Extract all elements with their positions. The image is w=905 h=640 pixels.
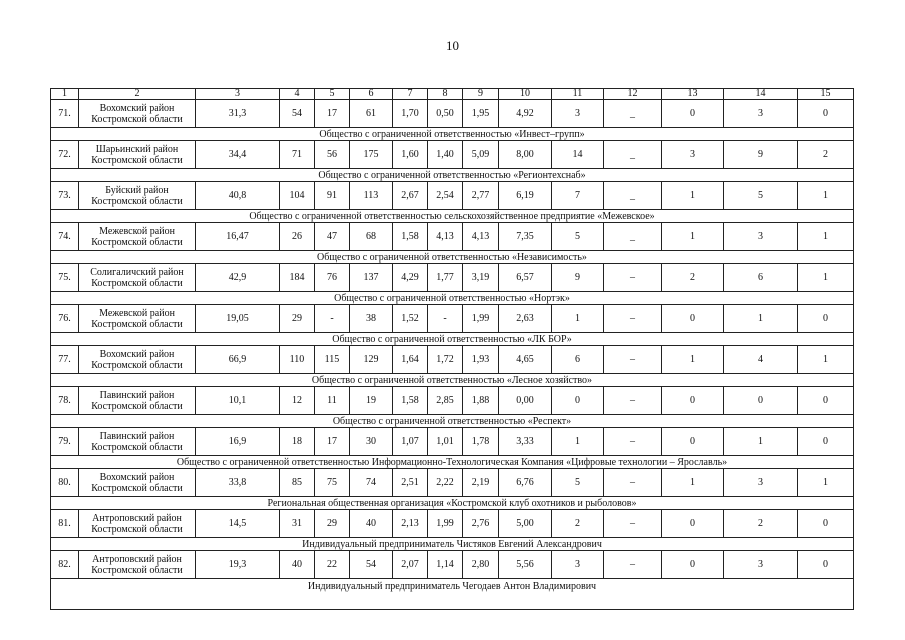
organization-name: Общество с ограниченной ответственностью «ЛК БОР»	[51, 333, 854, 346]
value-cell: 1	[724, 305, 798, 333]
value-cell: 12	[280, 387, 315, 415]
value-cell: 4,65	[499, 346, 552, 374]
district-line: Межевской район	[99, 225, 175, 237]
column-header: 13	[662, 89, 724, 100]
organization-name: Индивидуальный предприниматель Чистяков Евгений Александрович	[51, 538, 854, 551]
value-cell: 3,33	[499, 428, 552, 456]
value-cell: 1,07	[393, 428, 428, 456]
district-cell	[79, 182, 196, 210]
district-line: Костромской области	[91, 523, 183, 535]
value-cell: 42,9	[196, 264, 280, 292]
value-cell: 2	[724, 510, 798, 538]
column-header: 15	[798, 89, 854, 100]
organization-name: Общество с ограниченной ответственностью Информационно-Технологическая Компания «Цифровые технологии – Ярославль»	[51, 456, 854, 469]
value-cell: 0	[662, 428, 724, 456]
value-cell: 0	[662, 551, 724, 579]
value-cell: 40	[350, 510, 393, 538]
organization-name: Общество с ограниченной ответственностью «Лесное хозяйство»	[51, 374, 854, 387]
value-cell: 1,77	[428, 264, 463, 292]
value-cell: 14,5	[196, 510, 280, 538]
value-cell: 0	[798, 305, 854, 333]
value-cell: 0	[662, 305, 724, 333]
value-cell: 19,3	[196, 551, 280, 579]
column-header: 10	[499, 89, 552, 100]
row-number: 77.	[51, 346, 79, 374]
value-cell: 75	[315, 469, 350, 497]
value-cell: 1,93	[463, 346, 499, 374]
value-cell: 3	[552, 551, 604, 579]
value-cell: 5	[552, 469, 604, 497]
table-row	[51, 100, 854, 128]
district-line: Межевской район	[99, 307, 175, 319]
value-cell: 74	[350, 469, 393, 497]
value-cell: 91	[315, 182, 350, 210]
organization-row	[51, 210, 854, 223]
value-cell: 34,4	[196, 141, 280, 169]
value-cell: 4,13	[428, 223, 463, 251]
value-cell: 1	[552, 428, 604, 456]
value-cell: _	[604, 182, 662, 210]
value-cell: 110	[280, 346, 315, 374]
value-cell: 30	[350, 428, 393, 456]
value-cell: 2	[798, 141, 854, 169]
table-row	[51, 469, 854, 497]
district-cell	[79, 469, 196, 497]
value-cell: –	[604, 469, 662, 497]
value-cell: 1	[552, 305, 604, 333]
value-cell: 18	[280, 428, 315, 456]
column-header: 9	[463, 89, 499, 100]
value-cell: 29	[315, 510, 350, 538]
column-header: 1	[51, 89, 79, 100]
district-line: Костромской области	[91, 277, 183, 289]
value-cell: 1	[798, 469, 854, 497]
value-cell: 2,80	[463, 551, 499, 579]
value-cell: 113	[350, 182, 393, 210]
value-cell: 5	[552, 223, 604, 251]
district-line: Антроповский район	[92, 512, 182, 524]
table-row	[51, 223, 854, 251]
district-line: Костромской области	[91, 113, 183, 125]
value-cell: 38	[350, 305, 393, 333]
value-cell: 9	[724, 141, 798, 169]
value-cell: 16,9	[196, 428, 280, 456]
organization-name: Региональная общественная организация «Костромской клуб охотников и рыболовов»	[51, 497, 854, 510]
value-cell: 1,14	[428, 551, 463, 579]
value-cell: –	[604, 428, 662, 456]
value-cell: 0	[798, 428, 854, 456]
value-cell: 1,58	[393, 387, 428, 415]
district-line: Вохомский район	[99, 348, 175, 360]
value-cell: 2,67	[393, 182, 428, 210]
table-row	[51, 510, 854, 538]
district-line: Костромской области	[91, 318, 183, 330]
district-cell	[79, 387, 196, 415]
value-cell: –	[604, 264, 662, 292]
value-cell: 17	[315, 100, 350, 128]
value-cell: –	[604, 387, 662, 415]
district-line: Костромской области	[91, 400, 183, 412]
value-cell: 0	[724, 387, 798, 415]
value-cell: 10,1	[196, 387, 280, 415]
organization-row	[51, 415, 854, 428]
column-header: 8	[428, 89, 463, 100]
value-cell: 184	[280, 264, 315, 292]
value-cell: 47	[315, 223, 350, 251]
value-cell: 76	[315, 264, 350, 292]
row-number: 76.	[51, 305, 79, 333]
table-row	[51, 428, 854, 456]
value-cell: 1,99	[428, 510, 463, 538]
organization-name: Общество с ограниченной ответственностью «Инвест–групп»	[51, 128, 854, 141]
page-number: 10	[446, 38, 459, 53]
district-line: Антроповский район	[92, 553, 182, 565]
value-cell: _	[604, 141, 662, 169]
value-cell: 14	[552, 141, 604, 169]
value-cell: 2,13	[393, 510, 428, 538]
value-cell: 1	[798, 346, 854, 374]
value-cell: –	[604, 346, 662, 374]
value-cell: 31,3	[196, 100, 280, 128]
value-cell: 40,8	[196, 182, 280, 210]
column-header: 4	[280, 89, 315, 100]
value-cell: 3	[724, 469, 798, 497]
value-cell: -	[428, 305, 463, 333]
value-cell: 2,19	[463, 469, 499, 497]
value-cell: 54	[350, 551, 393, 579]
value-cell: _	[604, 223, 662, 251]
value-cell: 1,95	[463, 100, 499, 128]
value-cell: 17	[315, 428, 350, 456]
value-cell: 11	[315, 387, 350, 415]
value-cell: 5,56	[499, 551, 552, 579]
value-cell: 0	[798, 551, 854, 579]
organization-name: Общество с ограниченной ответственностью сельскохозяйственное предприятие «Межевское»	[51, 210, 854, 223]
value-cell: 1,78	[463, 428, 499, 456]
value-cell: 2,51	[393, 469, 428, 497]
value-cell: 4,13	[463, 223, 499, 251]
value-cell: 175	[350, 141, 393, 169]
value-cell: 1	[724, 428, 798, 456]
value-cell: 1	[798, 182, 854, 210]
column-header: 12	[604, 89, 662, 100]
value-cell: 7	[552, 182, 604, 210]
district-line: Костромской области	[91, 359, 183, 371]
row-number: 82.	[51, 551, 79, 579]
value-cell: 4	[724, 346, 798, 374]
district-cell	[79, 551, 196, 579]
value-cell: 3	[724, 551, 798, 579]
value-cell: 1,99	[463, 305, 499, 333]
value-cell: 68	[350, 223, 393, 251]
column-header: 5	[315, 89, 350, 100]
organization-row	[51, 579, 854, 610]
value-cell: 56	[315, 141, 350, 169]
table-row	[51, 182, 854, 210]
value-cell: 6,76	[499, 469, 552, 497]
table-row	[51, 264, 854, 292]
row-number: 81.	[51, 510, 79, 538]
value-cell: 1,70	[393, 100, 428, 128]
row-number: 71.	[51, 100, 79, 128]
value-cell: 3	[662, 141, 724, 169]
organization-row	[51, 169, 854, 182]
value-cell: 1	[662, 223, 724, 251]
organization-name: Общество с ограниченной ответственностью «Респект»	[51, 415, 854, 428]
organization-name: Общество с ограниченной ответственностью «Нортэк»	[51, 292, 854, 305]
value-cell: 3,19	[463, 264, 499, 292]
value-cell: –	[604, 510, 662, 538]
organization-row	[51, 374, 854, 387]
value-cell: 2,22	[428, 469, 463, 497]
value-cell: 19,05	[196, 305, 280, 333]
value-cell: 22	[315, 551, 350, 579]
value-cell: 0	[798, 510, 854, 538]
district-line: Солигаличский район	[90, 266, 184, 278]
district-line: Павинский район	[99, 430, 175, 442]
district-line: Костромской области	[91, 564, 183, 576]
district-cell	[79, 428, 196, 456]
value-cell: 137	[350, 264, 393, 292]
value-cell: 5	[724, 182, 798, 210]
value-cell: 7,35	[499, 223, 552, 251]
district-cell	[79, 510, 196, 538]
district-line: Костромской области	[91, 482, 183, 494]
district-cell	[79, 100, 196, 128]
row-number: 73.	[51, 182, 79, 210]
value-cell: 1	[662, 182, 724, 210]
value-cell: 0	[662, 100, 724, 128]
column-header: 11	[552, 89, 604, 100]
district-line: Костромской области	[91, 441, 183, 453]
column-header: 6	[350, 89, 393, 100]
value-cell: 5,09	[463, 141, 499, 169]
table-row	[51, 346, 854, 374]
value-cell: 1	[798, 264, 854, 292]
value-cell: 1,72	[428, 346, 463, 374]
value-cell: 0	[662, 387, 724, 415]
value-cell: 4,92	[499, 100, 552, 128]
district-cell	[79, 141, 196, 169]
value-cell: 5,00	[499, 510, 552, 538]
organization-row	[51, 497, 854, 510]
value-cell: 1,58	[393, 223, 428, 251]
organization-name: Индивидуальный предприниматель Чегодаев Антон Владимирович	[51, 579, 854, 610]
value-cell: 2,76	[463, 510, 499, 538]
value-cell: 3	[724, 100, 798, 128]
value-cell: 6,57	[499, 264, 552, 292]
district-cell	[79, 346, 196, 374]
value-cell: 104	[280, 182, 315, 210]
value-cell: 129	[350, 346, 393, 374]
value-cell: 2,77	[463, 182, 499, 210]
district-line: Павинский район	[99, 389, 175, 401]
value-cell: 1,88	[463, 387, 499, 415]
value-cell: 8,00	[499, 141, 552, 169]
value-cell: 66,9	[196, 346, 280, 374]
value-cell: 0	[552, 387, 604, 415]
value-cell: 4,29	[393, 264, 428, 292]
value-cell: 71	[280, 141, 315, 169]
organization-row	[51, 456, 854, 469]
value-cell: 0	[798, 387, 854, 415]
organization-row	[51, 292, 854, 305]
value-cell: 2,07	[393, 551, 428, 579]
organization-row	[51, 333, 854, 346]
value-cell: 85	[280, 469, 315, 497]
value-cell: 61	[350, 100, 393, 128]
organization-row	[51, 251, 854, 264]
value-cell: _	[604, 100, 662, 128]
district-line: Буйский район	[105, 184, 169, 196]
row-number: 78.	[51, 387, 79, 415]
row-number: 79.	[51, 428, 79, 456]
organization-name: Общество с ограниченной ответственностью «Независимость»	[51, 251, 854, 264]
value-cell: 0,50	[428, 100, 463, 128]
district-line: Костромской области	[91, 236, 183, 248]
value-cell: 31	[280, 510, 315, 538]
district-cell	[79, 223, 196, 251]
value-cell: 0	[662, 510, 724, 538]
column-header: 14	[724, 89, 798, 100]
value-cell: 19	[350, 387, 393, 415]
value-cell: 3	[724, 223, 798, 251]
value-cell: –	[604, 551, 662, 579]
column-header: 2	[79, 89, 196, 100]
table-row	[51, 551, 854, 579]
value-cell: 115	[315, 346, 350, 374]
table-row	[51, 387, 854, 415]
district-line: Костромской области	[91, 154, 183, 166]
district-cell	[79, 264, 196, 292]
column-header: 7	[393, 89, 428, 100]
table-row	[51, 141, 854, 169]
column-header: 3	[196, 89, 280, 100]
organization-name: Общество с ограниченной ответственностью «Регионтехснаб»	[51, 169, 854, 182]
district-line: Вохомский район	[99, 102, 175, 114]
value-cell: 9	[552, 264, 604, 292]
value-cell: 1	[662, 469, 724, 497]
value-cell: 2	[552, 510, 604, 538]
value-cell: 2,85	[428, 387, 463, 415]
value-cell: 40	[280, 551, 315, 579]
row-number: 80.	[51, 469, 79, 497]
value-cell: –	[604, 305, 662, 333]
value-cell: 1,01	[428, 428, 463, 456]
district-line: Вохомский район	[99, 471, 175, 483]
district-line: Костромской области	[91, 195, 183, 207]
value-cell: 2,63	[499, 305, 552, 333]
value-cell: 54	[280, 100, 315, 128]
organization-row	[51, 128, 854, 141]
value-cell: 1,52	[393, 305, 428, 333]
value-cell: 2,54	[428, 182, 463, 210]
district-line: Шарьинский район	[95, 143, 179, 155]
value-cell: 1,40	[428, 141, 463, 169]
value-cell: 2	[662, 264, 724, 292]
value-cell: 26	[280, 223, 315, 251]
value-cell: 1,64	[393, 346, 428, 374]
value-cell: -	[315, 305, 350, 333]
value-cell: 33,8	[196, 469, 280, 497]
row-number: 72.	[51, 141, 79, 169]
row-number: 75.	[51, 264, 79, 292]
value-cell: 1	[662, 346, 724, 374]
value-cell: 0,00	[499, 387, 552, 415]
value-cell: 29	[280, 305, 315, 333]
organization-row	[51, 538, 854, 551]
value-cell: 6	[724, 264, 798, 292]
district-cell	[79, 305, 196, 333]
value-cell: 6	[552, 346, 604, 374]
value-cell: 1	[798, 223, 854, 251]
value-cell: 0	[798, 100, 854, 128]
data-table	[50, 88, 854, 610]
value-cell: 16,47	[196, 223, 280, 251]
value-cell: 3	[552, 100, 604, 128]
value-cell: 1,60	[393, 141, 428, 169]
value-cell: 6,19	[499, 182, 552, 210]
row-number: 74.	[51, 223, 79, 251]
table-row	[51, 305, 854, 333]
header-row	[51, 89, 854, 100]
